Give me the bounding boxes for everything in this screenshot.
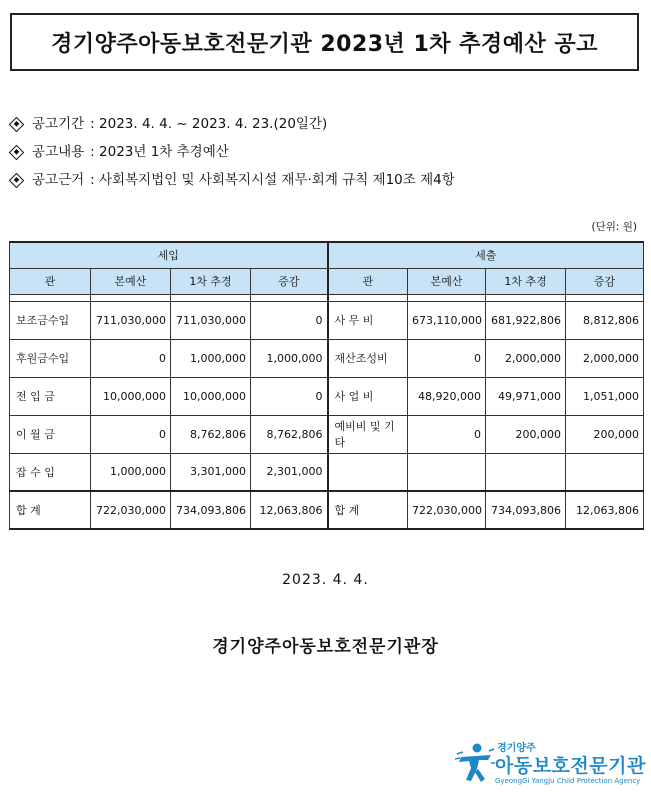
amount-cell: 711,030,000: [91, 301, 171, 339]
col-header: 증감: [566, 268, 644, 294]
revenue-item-name: 보조금수입: [10, 301, 91, 339]
amount-cell: 1,000,000: [91, 453, 171, 491]
revenue-header: 세입: [10, 242, 328, 268]
col-header: 1차 추경: [486, 268, 566, 294]
amount-cell: 10,000,000: [91, 377, 171, 415]
amount-cell: 673,110,000: [408, 301, 486, 339]
expense-item-name: 사 무 비: [328, 301, 408, 339]
amount-cell: 0: [91, 339, 171, 377]
info-basis: [8, 166, 455, 194]
expense-item-name: 합 계: [328, 491, 408, 529]
col-header: 관: [328, 268, 408, 294]
agency-logo: [455, 737, 647, 791]
amount-cell: 8,812,806: [566, 301, 644, 339]
col-header: 1차 추경: [171, 268, 251, 294]
col-header: 증감: [251, 268, 328, 294]
info-value: : 사회복지법인 및 사회복지시설 재무·회계 규칙 제10조 제4항: [90, 172, 455, 188]
amount-cell: 734,093,806: [171, 491, 251, 529]
amount-cell: 12,063,806: [566, 491, 644, 529]
amount-cell: 1,000,000: [251, 339, 328, 377]
revenue-item-name: 잡 수 입: [10, 453, 91, 491]
amount-cell: 1,000,000: [171, 339, 251, 377]
amount-cell: 8,762,806: [171, 415, 251, 453]
amount-cell: 0: [408, 339, 486, 377]
table-row: [10, 453, 644, 491]
amount-cell: 2,000,000: [566, 339, 644, 377]
diamond-bullet-icon: [9, 144, 25, 160]
title-box: [10, 13, 639, 71]
info-value: : 2023. 4. 4. ~ 2023. 4. 23.(20일간): [90, 116, 328, 132]
revenue-item-name: 전 입 금: [10, 377, 91, 415]
expense-item-name: 사 업 비: [328, 377, 408, 415]
info-content: [8, 138, 455, 166]
total-row: [10, 491, 644, 529]
notice-info: [8, 110, 455, 194]
amount-cell: [408, 453, 486, 491]
amount-cell: 12,063,806: [251, 491, 328, 529]
col-header: 관: [10, 268, 91, 294]
amount-cell: 0: [251, 377, 328, 415]
amount-cell: 722,030,000: [91, 491, 171, 529]
signer: 경기양주아동보호전문기관장: [212, 637, 439, 657]
amount-cell: 48,920,000: [408, 377, 486, 415]
revenue-item-name: 합 계: [10, 491, 91, 529]
expense-item-name: 재산조성비: [328, 339, 408, 377]
table-row: [10, 339, 644, 377]
amount-cell: [566, 453, 644, 491]
spacer-row: [10, 294, 644, 301]
amount-cell: 711,030,000: [171, 301, 251, 339]
amount-cell: 681,922,806: [486, 301, 566, 339]
amount-cell: 1,051,000: [566, 377, 644, 415]
col-header: 본예산: [91, 268, 171, 294]
diamond-bullet-icon: [9, 116, 25, 132]
logo-english: GyeongGi YangJu Child Protection Agency: [495, 777, 641, 785]
info-label: 공고내용: [32, 144, 85, 160]
info-value: : 2023년 1차 추경예산: [90, 144, 229, 160]
info-label: 공고기간: [32, 116, 85, 132]
amount-cell: 49,971,000: [486, 377, 566, 415]
col-header: 본예산: [408, 268, 486, 294]
amount-cell: 3,301,000: [171, 453, 251, 491]
amount-cell: 734,093,806: [486, 491, 566, 529]
amount-cell: [486, 453, 566, 491]
notice-date: 2023. 4. 4.: [282, 572, 369, 588]
logo-region: 경기양주: [497, 743, 536, 754]
expense-header: 세출: [328, 242, 644, 268]
amount-cell: 0: [91, 415, 171, 453]
revenue-item-name: 후원금수입: [10, 339, 91, 377]
info-label: 공고근거: [32, 172, 85, 188]
amount-cell: 8,762,806: [251, 415, 328, 453]
amount-cell: 0: [408, 415, 486, 453]
expense-item-name: [328, 453, 408, 491]
amount-cell: 200,000: [566, 415, 644, 453]
amount-cell: 2,000,000: [486, 339, 566, 377]
logo-name: 아동보호전문기관: [495, 755, 646, 777]
info-period: [8, 110, 455, 138]
amount-cell: 2,301,000: [251, 453, 328, 491]
table-row: [10, 301, 644, 339]
diamond-bullet-icon: [9, 172, 25, 188]
amount-cell: 0: [251, 301, 328, 339]
budget-table: [9, 241, 644, 530]
child-protection-logo-icon: [455, 741, 495, 785]
table-row: [10, 377, 644, 415]
unit-label: (단위: 원): [591, 221, 637, 233]
amount-cell: 200,000: [486, 415, 566, 453]
amount-cell: 10,000,000: [171, 377, 251, 415]
page-title: 경기양주아동보호전문기관 2023년 1차 추경예산 공고: [51, 31, 598, 57]
table-row: [10, 415, 644, 453]
revenue-item-name: 이 월 금: [10, 415, 91, 453]
amount-cell: 722,030,000: [408, 491, 486, 529]
expense-item-name: 예비비 및 기타: [328, 415, 408, 453]
